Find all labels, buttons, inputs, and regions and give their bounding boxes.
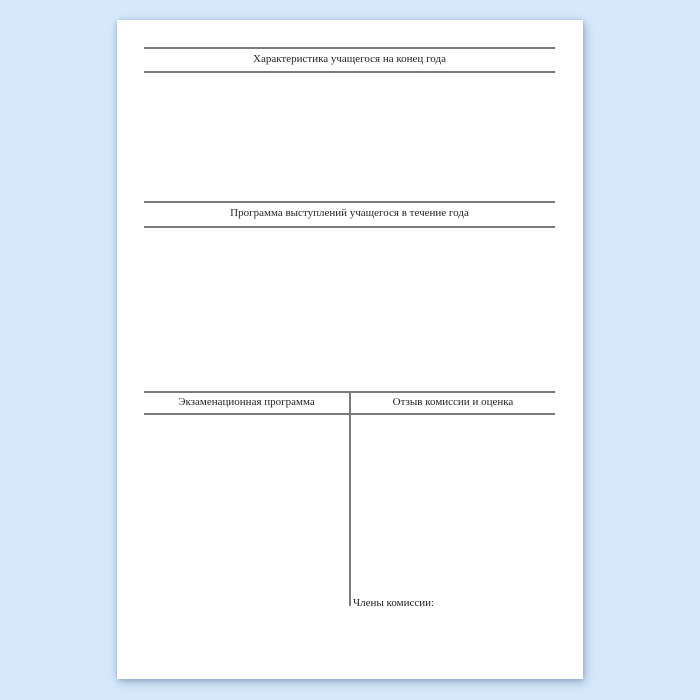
document-page xyxy=(117,20,583,679)
commission-review-blank-cell xyxy=(351,415,555,606)
characteristic-blank-area xyxy=(144,73,555,199)
section-title-performance-program: Программа выступлений учащегося в течение года xyxy=(230,207,469,219)
performance-program-blank-area xyxy=(144,228,555,389)
table-header-exam-program: Экзаменационная программа xyxy=(178,396,315,408)
table-header-commission-review: Отзыв комиссии и оценка xyxy=(392,396,514,408)
commission-members-label: Члены комиссии: xyxy=(353,597,435,609)
section-title-characteristic: Характеристика учащегося на конец года xyxy=(253,53,446,65)
exam-program-blank-cell xyxy=(144,415,349,606)
